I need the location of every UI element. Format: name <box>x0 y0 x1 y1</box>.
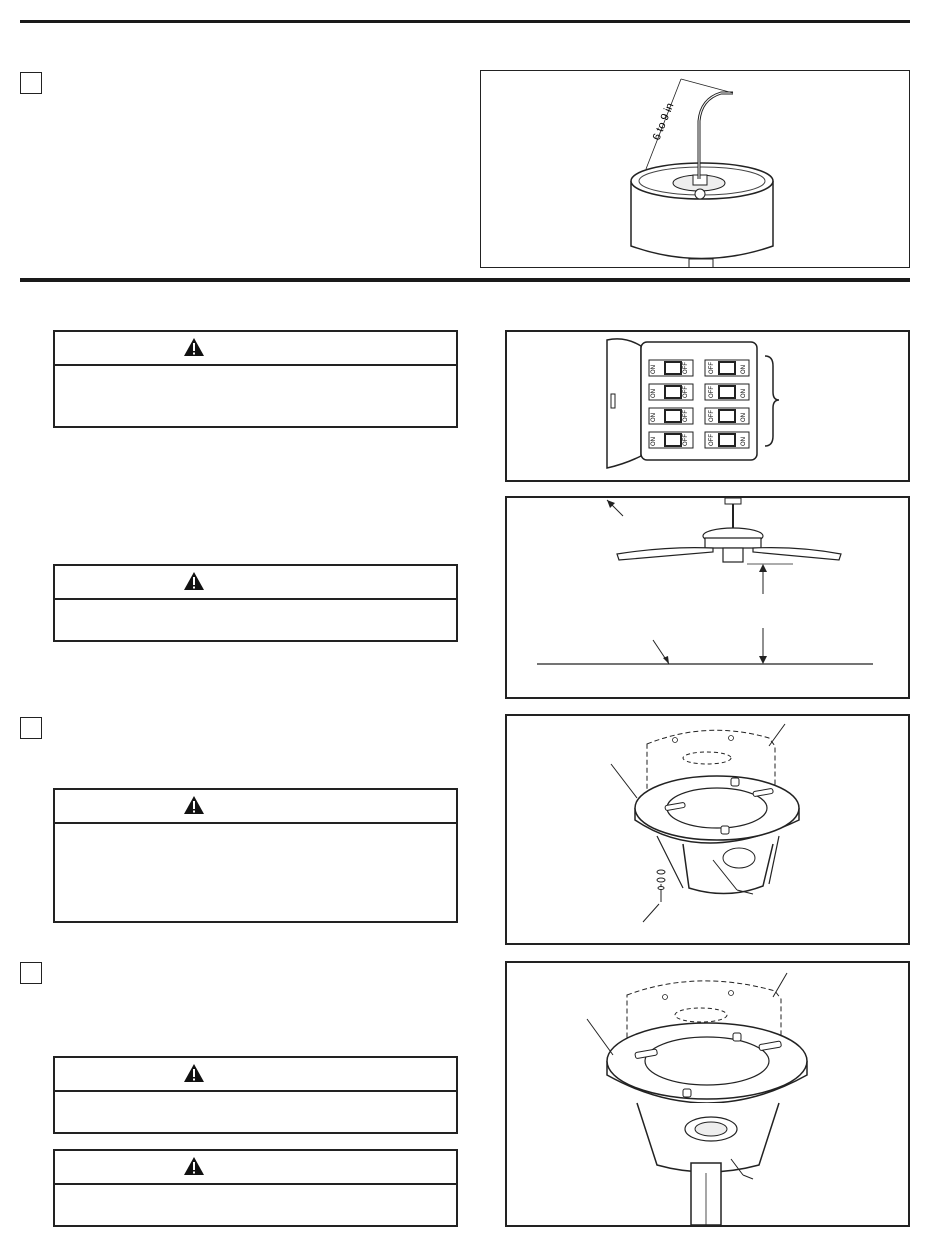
breaker-off-label: OFF <box>709 410 715 422</box>
warning-box-1 <box>53 330 458 428</box>
breaker-off-label: OFF <box>709 362 715 374</box>
figure-breaker-panel <box>505 330 910 482</box>
breaker-on-label: ON <box>741 389 747 398</box>
breaker-switch[interactable] <box>705 432 749 448</box>
breaker-switch[interactable] <box>649 360 693 376</box>
step-checkbox-2[interactable] <box>20 717 42 739</box>
warning-triangle-icon <box>183 571 205 591</box>
breaker-off-label: OFF <box>709 434 715 446</box>
breaker-off-label: OFF <box>683 410 689 422</box>
warning-header <box>55 1151 456 1185</box>
breaker-on-label: ON <box>651 365 657 374</box>
warning-triangle-icon <box>183 1063 205 1083</box>
dimension-label: 6 to 9 in <box>650 101 677 143</box>
warning-box-3 <box>53 788 458 923</box>
figure-mounting-bracket-1 <box>505 714 910 945</box>
step-checkbox-3[interactable] <box>20 962 42 984</box>
warning-triangle-icon <box>183 1156 205 1176</box>
figure-outlet-box-wires <box>480 70 910 268</box>
figure-mounting-bracket-2 <box>505 961 910 1227</box>
warning-triangle-icon <box>183 795 205 815</box>
breaker-switch[interactable] <box>705 408 749 424</box>
breaker-off-label: OFF <box>709 386 715 398</box>
breaker-switch[interactable] <box>649 432 693 448</box>
breaker-off-label: OFF <box>683 434 689 446</box>
section-rule <box>20 278 910 282</box>
breaker-off-label: OFF <box>683 386 689 398</box>
breaker-switch[interactable] <box>649 408 693 424</box>
breaker-on-label: ON <box>651 437 657 446</box>
warning-header <box>55 790 456 824</box>
warning-header <box>55 1058 456 1092</box>
breaker-on-label: ON <box>741 437 747 446</box>
step-checkbox-1[interactable] <box>20 72 42 94</box>
breaker-switch[interactable] <box>705 360 749 376</box>
warning-box-5 <box>53 1149 458 1227</box>
figure-fan-height <box>505 496 910 699</box>
breaker-off-label: OFF <box>683 362 689 374</box>
warning-box-4 <box>53 1056 458 1134</box>
warning-header <box>55 566 456 600</box>
breaker-switch[interactable] <box>705 384 749 400</box>
breaker-on-label: ON <box>651 389 657 398</box>
top-rule <box>20 20 910 23</box>
breaker-on-label: ON <box>741 413 747 422</box>
breaker-on-label: ON <box>741 365 747 374</box>
warning-header <box>55 332 456 366</box>
warning-box-2 <box>53 564 458 642</box>
breaker-on-label: ON <box>651 413 657 422</box>
breaker-switch[interactable] <box>649 384 693 400</box>
warning-triangle-icon <box>183 337 205 357</box>
